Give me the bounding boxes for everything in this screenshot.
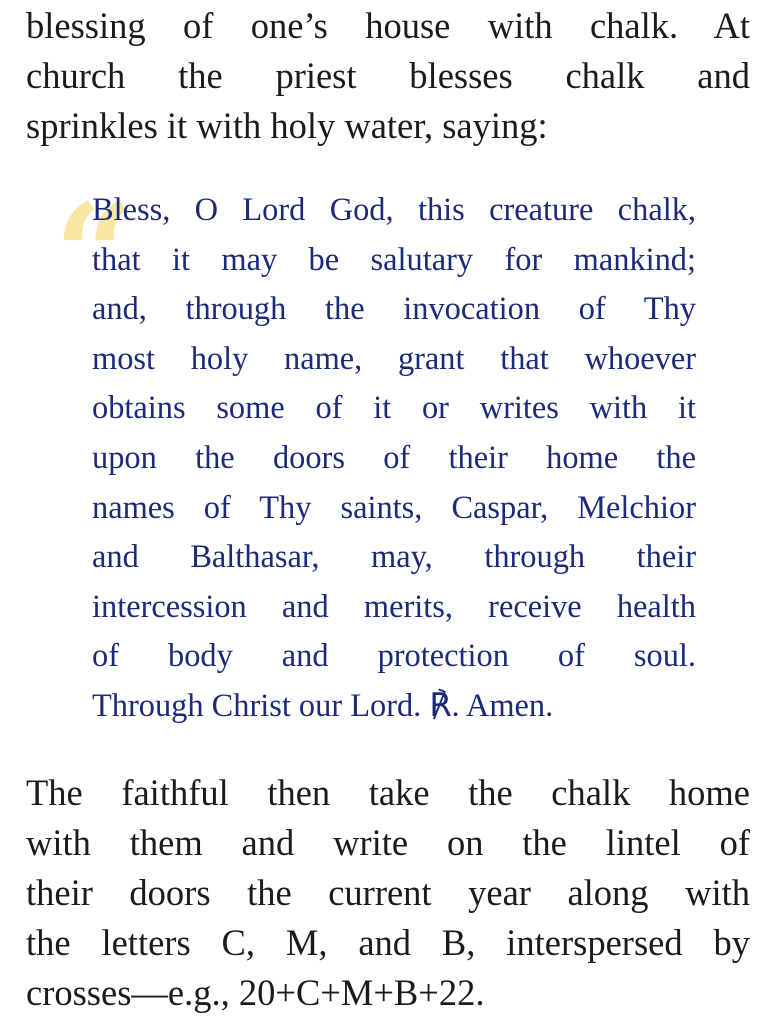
quote-line: that it may be salutary for mankind; <box>92 241 696 278</box>
intro-line: church the priest blesses chalk and <box>26 55 750 96</box>
quote-line: Bless, O Lord God, this creature chalk, <box>92 192 696 228</box>
quote-line: upon the doors of their home the <box>92 439 696 476</box>
quote-line: Through Christ our Lord. ℟. Amen. <box>92 687 554 724</box>
closing-line: the letters C, M, and B, interspersed by <box>26 922 750 963</box>
blessing-quote-block <box>54 174 760 726</box>
intro-line: blessing of one’s house with chalk. At <box>26 5 750 46</box>
quote-line: names of Thy saints, Caspar, Melchior <box>92 489 696 526</box>
quote-line: and, through the invocation of Thy <box>92 291 696 328</box>
blessing-quote-text <box>92 186 696 732</box>
quote-line: of body and protection of soul. <box>92 638 696 675</box>
quote-line: and Balthasar, may, through their <box>92 539 696 576</box>
closing-paragraph <box>26 768 750 1018</box>
closing-line: crosses—e.g., 20+C+M+B+22. <box>26 972 485 1013</box>
intro-line: sprinkles it with holy water, saying: <box>26 105 548 146</box>
quote-line: intercession and merits, receive health <box>92 588 696 625</box>
closing-line: their doors the current year along with <box>26 872 750 913</box>
closing-line: The faithful then take the chalk home <box>26 772 750 813</box>
intro-paragraph <box>26 1 750 151</box>
closing-line: with them and write on the lintel of <box>26 822 750 863</box>
quotation-mark-icon: “ <box>54 174 135 338</box>
quote-line: obtains some of it or writes with it <box>92 390 696 427</box>
quote-line: most holy name, grant that whoever <box>92 340 696 377</box>
